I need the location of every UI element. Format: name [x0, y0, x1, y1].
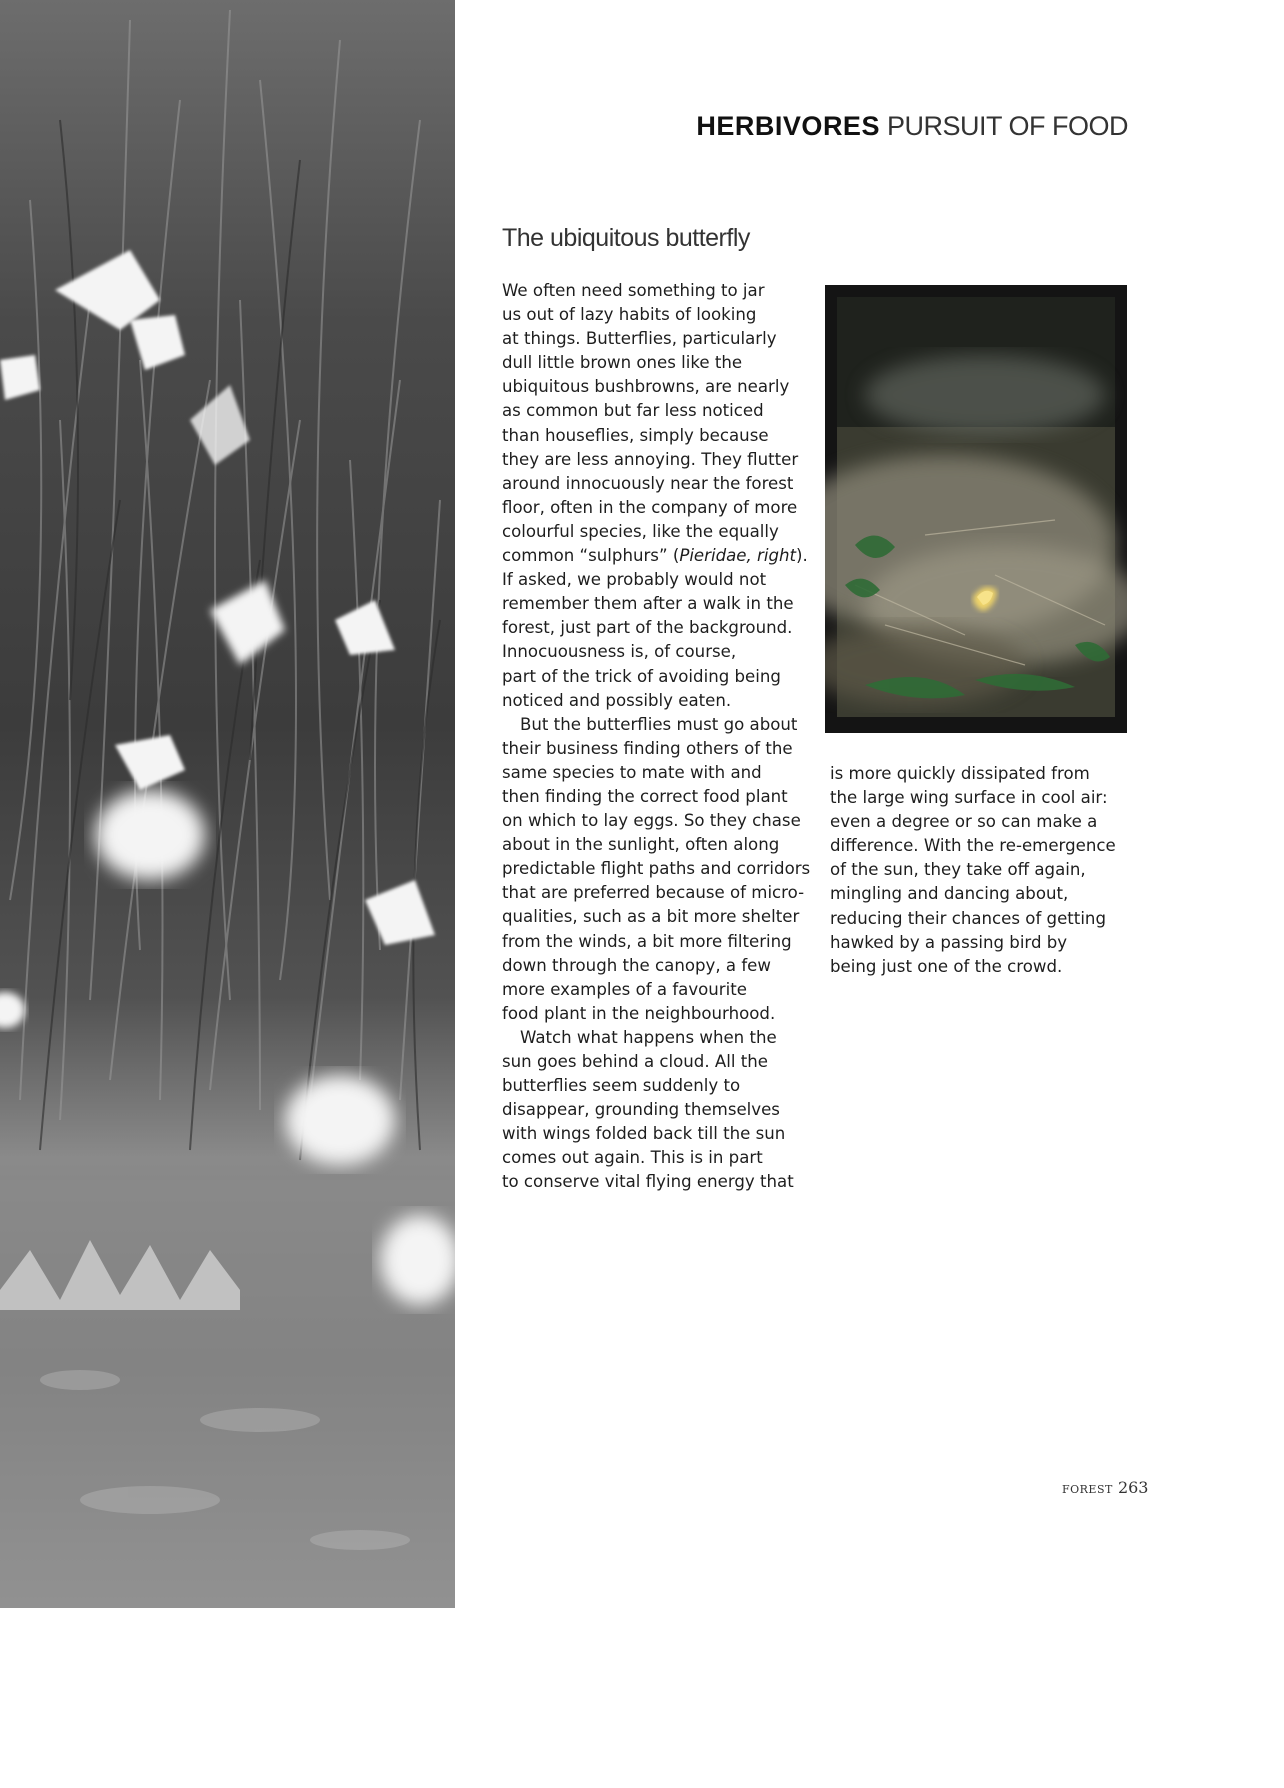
body-line: hawked by a passing bird by: [830, 932, 1068, 952]
body-line: dull little brown ones like the: [502, 353, 743, 373]
body-line: predictable flight paths and corridors: [502, 859, 811, 879]
sulphur-butterfly-photo: [825, 285, 1127, 733]
butterflies-grass-photo: [0, 0, 455, 1608]
body-line: Innocuousness is, of course,: [502, 642, 737, 662]
body-line: with wings folded back till the sun: [502, 1124, 786, 1144]
body-line: remember them after a walk in the: [502, 594, 794, 614]
body-line: reducing their chances of getting: [830, 908, 1106, 928]
body-line: then finding the correct food plant: [502, 786, 788, 806]
body-line: more examples of a favourite: [502, 979, 747, 999]
header-category: HERBIVORES: [696, 111, 880, 141]
body-line: at things. Butterflies, particularly: [502, 329, 777, 349]
body-line: qualities, such as a bit more shelter: [502, 907, 800, 927]
body-line: us out of lazy habits of looking: [502, 305, 757, 325]
running-header: [696, 111, 1128, 142]
body-text: common “sulphurs” (: [502, 546, 680, 566]
body-line: down through the canopy, a few: [502, 955, 771, 975]
body-line: floor, often in the company of more: [502, 497, 798, 517]
body-line: around innocuously near the forest: [502, 473, 794, 493]
sulphur-butterfly-illustration: [825, 285, 1127, 733]
body-line: noticed and possibly eaten.: [502, 690, 732, 710]
body-line: they are less annoying. They flutter: [502, 449, 799, 469]
page-number: 263: [1117, 1478, 1149, 1497]
body-text: ).: [796, 546, 808, 566]
body-line: If asked, we probably would not: [502, 570, 767, 590]
body-line-with-italics: [502, 544, 812, 568]
body-line: to conserve vital flying energy that: [502, 1172, 794, 1192]
butterflies-grass-illustration: [0, 0, 455, 1608]
body-line: disappear, grounding themselves: [502, 1100, 780, 1120]
body-line: as common but far less noticed: [502, 401, 764, 421]
body-line: butterflies seem suddenly to: [502, 1076, 741, 1096]
body-line: forest, just part of the background.: [502, 618, 793, 638]
body-line: that are preferred because of micro-: [502, 883, 805, 903]
body-line: same species to mate with and: [502, 762, 762, 782]
body-line: from the winds, a bit more filtering: [502, 931, 792, 951]
body-line: food plant in the neighbourhood.: [502, 1003, 776, 1023]
body-line: Watch what happens when the: [520, 1027, 777, 1047]
body-line: difference. With the re-emergence: [830, 836, 1116, 856]
page-folio: [1062, 1478, 1148, 1497]
body-column-1: [502, 279, 812, 1195]
body-line: on which to lay eggs. So they chase: [502, 811, 801, 831]
italic-species-reference: Pieridae, right: [679, 546, 797, 566]
body-line: ubiquitous bushbrowns, are nearly: [502, 377, 790, 397]
body-line: the large wing surface in cool air:: [830, 788, 1108, 808]
folio-book-title: FOREST: [1062, 1483, 1113, 1496]
body-line: colourful species, like the equally: [502, 521, 779, 541]
body-line: their business finding others of the: [502, 738, 793, 758]
body-line: comes out again. This is in part: [502, 1148, 763, 1168]
body-line: But the butterflies must go about: [520, 714, 798, 734]
body-line: part of the trick of avoiding being: [502, 666, 781, 686]
body-line: even a degree or so can make a: [830, 812, 1098, 832]
body-line: than houseflies, simply because: [502, 425, 769, 445]
body-line: is more quickly dissipated from: [830, 764, 1090, 783]
body-column-2: [830, 762, 1120, 979]
header-subtitle: PURSUIT OF FOOD: [886, 111, 1128, 141]
body-line: sun goes behind a cloud. All the: [502, 1052, 768, 1071]
body-line: being just one of the crowd.: [830, 956, 1063, 976]
section-title: The ubiquitous butterfly: [502, 224, 750, 252]
body-line: of the sun, they take off again,: [830, 860, 1086, 880]
body-line: mingling and dancing about,: [830, 884, 1069, 904]
body-line: about in the sunlight, often along: [502, 835, 780, 855]
body-line: We often need something to jar: [502, 281, 765, 300]
